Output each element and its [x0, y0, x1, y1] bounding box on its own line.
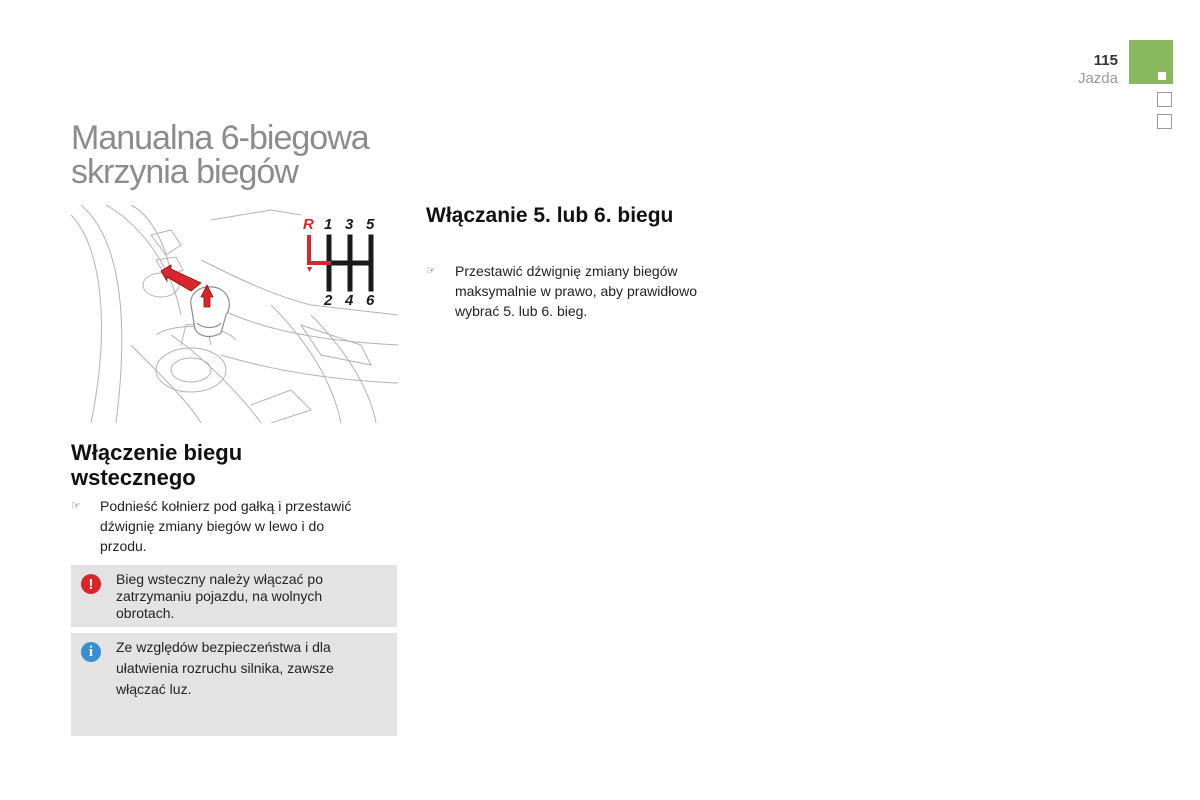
chapter-tab-box — [1157, 92, 1172, 107]
instruction-line: Przestawić dźwignię zmiany biegów — [455, 263, 678, 279]
shift-pattern — [303, 216, 375, 309]
info-note — [71, 633, 397, 736]
shift-label-6: 6 — [366, 292, 375, 309]
info-note-text — [116, 637, 386, 700]
note-line: ułatwienia rozruchu silnika, zawsze — [116, 660, 334, 676]
shift-label-4: 4 — [345, 292, 354, 309]
shift-label-reverse: R — [303, 216, 314, 233]
note-line: Bieg wsteczny należy włączać po — [116, 571, 323, 587]
page-title-line: skrzynia biegów — [71, 153, 298, 191]
gear56-heading: Włączanie 5. lub 6. biegu — [426, 204, 674, 227]
shift-label-2: 2 — [324, 292, 333, 309]
instruction-line: wybrać 5. lub 6. bieg. — [455, 303, 588, 319]
chapter-tab-box — [1157, 114, 1172, 129]
chapter-tab-marker — [1158, 72, 1166, 80]
info-icon: i — [81, 642, 101, 662]
pointing-hand-icon: ☞ — [426, 265, 436, 277]
note-line: obrotach. — [116, 605, 175, 621]
page-title-line: Manualna 6-biegowa — [71, 119, 369, 157]
instruction-line: dźwignię zmiany biegów w lewo i do — [100, 518, 325, 534]
shift-label-1: 1 — [324, 216, 333, 233]
instruction-line: przodu. — [100, 538, 147, 554]
shift-label-3: 3 — [345, 216, 354, 233]
chapter-label: Jazda — [1077, 70, 1118, 87]
exclamation-icon: ! — [81, 574, 101, 594]
reverse-gear-heading — [71, 440, 391, 490]
chapter-tab — [1129, 40, 1173, 84]
pointing-hand-icon: ☞ — [71, 500, 81, 512]
gear56-instruction — [426, 261, 756, 321]
note-line: włączać luz. — [116, 681, 192, 697]
note-line: Ze względów bezpieczeństwa i dla — [116, 639, 331, 655]
reverse-gear-instruction — [71, 496, 401, 556]
instruction-line: maksymalnie w prawo, aby prawidłowo — [455, 283, 697, 299]
note-line: zatrzymaniu pojazdu, na wolnych — [116, 588, 323, 604]
page-number: 115 — [1093, 52, 1118, 69]
page-title — [71, 121, 471, 189]
gear-lever-drawing — [71, 205, 398, 423]
warning-note — [71, 565, 397, 627]
instruction-line: Podnieść kołnierz pod gałką i przestawić — [100, 498, 352, 514]
reverse-gear-heading-line: wstecznego — [71, 465, 196, 490]
reverse-gear-heading-line: Włączenie biegu — [71, 440, 243, 465]
shift-label-5: 5 — [366, 216, 375, 233]
warning-note-text — [116, 571, 386, 622]
gear-lever-illustration — [71, 205, 398, 423]
